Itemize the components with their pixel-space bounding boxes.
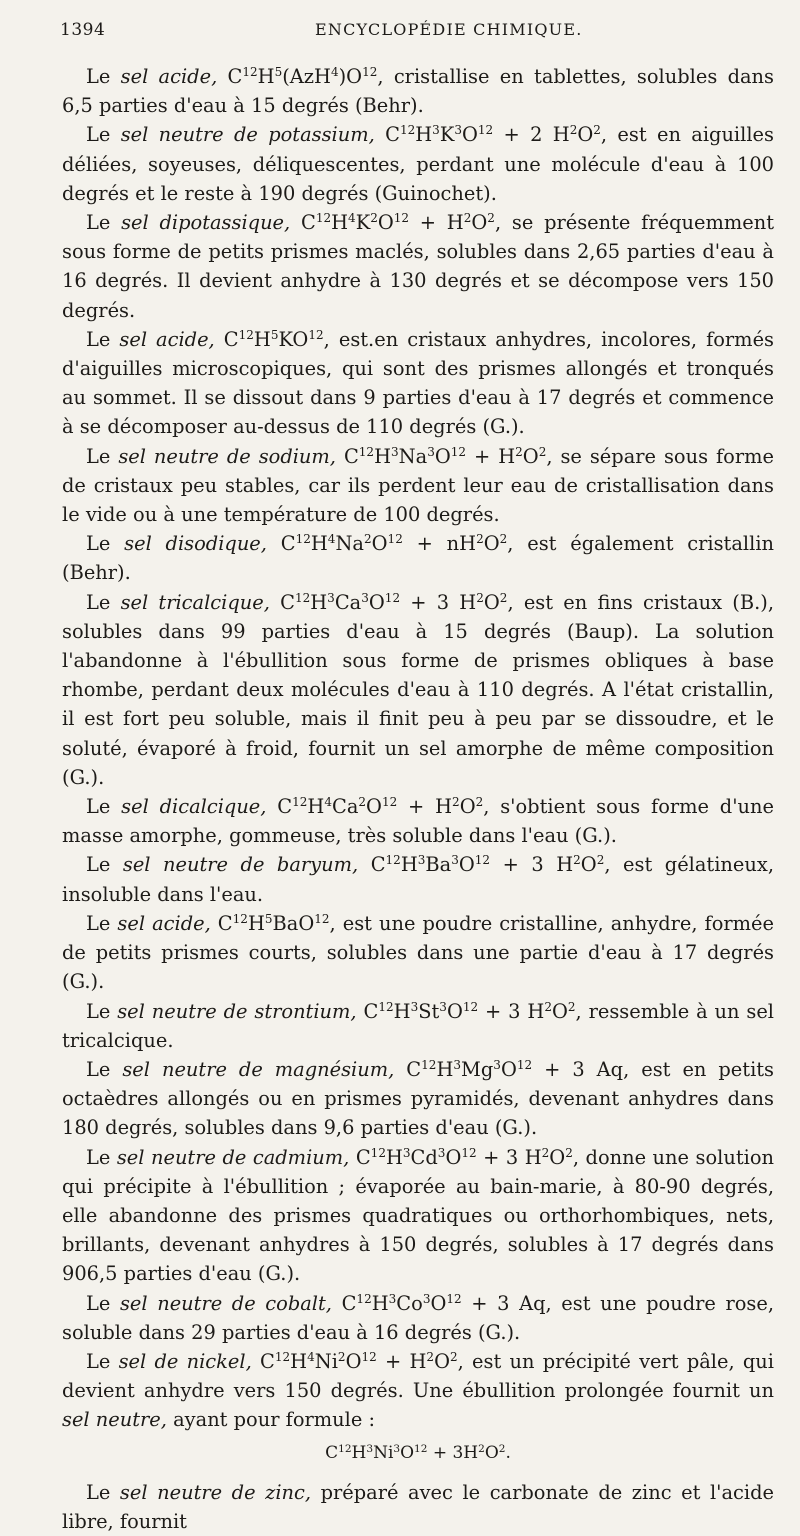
paragraph-text: s'obtient sous forme d'une masse amorphe, gommeuse, très soluble dans l'eau (G.). <box>62 795 775 848</box>
paragraph-text: préparé avec le carbonate de zinc et l'acide libre, fournit <box>62 1480 774 1533</box>
document-body <box>62 62 774 1536</box>
paragraph-text: est en fins cristaux (B.), solubles dans 99 parties d'eau à 15 degrés (Baup). La solution l'abandonne à l'ébullition sous forme de prismes obliques à base rhombe, perdant deux molécules d'eau à 110 degrés. A l'état cristallin, il est fort peu soluble, mais il finit peu à peu par se dissoudre, et le soluté, évaporé à froid, fournit un sel amorphe de même composition (G.). <box>62 590 774 789</box>
formula-line: $C^{12}H^3Ni^3O^{12} + 3H^2O^2$. <box>325 1442 511 1463</box>
salt-name: sel acide, <box>117 911 211 935</box>
salt-name: sel neutre de sodium, <box>118 444 336 468</box>
paragraph: Le sel neutre de strontium, $C^{12}H^3St^3O^{12} + 3$ $H^2O^2$, ressemble à un sel tricalcique. <box>62 999 774 1052</box>
salt-name: sel neutre de potassium, <box>120 123 375 147</box>
salt-name: sel neutre de magnésium, <box>122 1057 395 1081</box>
page-header <box>60 20 760 50</box>
chemical-formula: $C^{12}H^4K^2O^{12} + H^2O^2$, <box>290 211 502 235</box>
chemical-formula: $C^{12}H^3Na^3O^{12} + H^2O^2$, <box>335 444 553 468</box>
salt-name: sel neutre de baryum, <box>122 853 359 877</box>
salt-name: sel acide, <box>119 327 215 351</box>
paragraph: Le sel neutre de sodium, $C^{12}H^3Na^3O^{12} + H^2O^2$, se sépare sous forme de cristaux peu stables, car ils perdent leur eau de cristallisation dans le vide ou à une température de 100 degrés. <box>62 444 774 527</box>
paragraph: Le sel acide, $C^{12}H^5KO^{12}$, est.en cristaux anhydres, incolores, formés d'aiguilles microscopiques, qui sont des prismes allongés et tronqués au sommet. Il se dissout dans 9 parties d'eau à 17 degrés et commence à se décomposer au-dessus de 110 degrés (G.). <box>62 327 774 439</box>
chemical-formula: $C^{12}H^5BaO^{12}$, <box>210 911 336 935</box>
page-number: 1394 <box>60 20 106 40</box>
running-title: ENCYCLOPÉDIE CHIMIQUE. <box>315 20 583 39</box>
paragraph-text: est.en cristaux anhydres, incolores, formés d'aiguilles microscopiques, qui sont des prismes allongés et tronqués au sommet. Il se dissout dans 9 parties d'eau à 17 degrés et commence à se décomposer au-dessus de 110 degrés (G.). <box>62 327 774 439</box>
salt-name: sel dicalcique, <box>121 795 267 819</box>
paragraph-text: se présente fréquemment sous forme de petits prismes maclés, solubles dans 2,65 parties d'eau à 16 degrés. Il devient anhydre à 130 degrés et se décompose vers 150 degrés. <box>62 211 774 322</box>
chemical-formula: $C^{12}H^4Ni^2O^{12} + H^2O^2$, <box>251 1349 464 1373</box>
paragraph: Le sel de nickel, $C^{12}H^4Ni^2O^{12} + H^2O^2$, est un précipité vert pâle, qui devient anhydre vers 150 degrés. Une ébullition prolongée fournit un sel neutre, ayant pour formule : <box>62 1349 774 1432</box>
salt-name: sel neutre de cobalt, <box>119 1291 332 1315</box>
chemical-formula: $C^{12}H^3Ca^3O^{12} + 3$ $H^2O^2$, <box>269 590 514 614</box>
paragraph: Le sel acide, $C^{12}H^5BaO^{12}$, est une poudre cristalline, anhydre, formée de petits prismes courts, solubles dans une partie d'eau à 17 degrés (G.). <box>62 911 775 994</box>
chemical-formula: $C^{12}H^5KO^{12}$, <box>214 327 330 351</box>
salt-name: sel neutre de zinc, <box>119 1480 312 1504</box>
paragraph: Le sel tricalcique, $C^{12}H^3Ca^3O^{12} + 3$ $H^2O^2$, est en fins cristaux (B.), solubles dans 99 parties d'eau à 15 degrés (Baup). La solution l'abandonne à l'ébullition sous forme de prismes obliques à base rhombe, perdant deux molécules d'eau à 110 degrés. A l'état cristallin, il est fort peu soluble, mais il finit peu à peu par se dissoudre, et le soluté, évaporé à froid, fournit un sel amorphe de même composition (G.). <box>62 590 774 789</box>
chemical-formula: $C^{12}H^4Ca^2O^{12} + H^2O^2$, <box>266 795 490 819</box>
paragraph-text: ayant pour formule : <box>166 1408 376 1432</box>
salt-name: sel neutre de cadmium, <box>116 1145 350 1169</box>
salt-name: sel acide, <box>120 65 218 88</box>
paragraph-text: est un précipité vert pâle, qui devient anhydre vers 150 degrés. Une ébullition prolongée fournit un <box>62 1349 774 1403</box>
paragraph-text: est gélatineux, insoluble dans l'eau. <box>62 853 774 906</box>
paragraph: Le sel neutre de potassium, $C^{12}H^3K^3O^{12} + 2$ $H^2O^2$, est en aiguilles déliées, soyeuses, déliquescentes, perdant une molécule d'eau à 100 degrés et le reste à 190 degrés (Guinochet). <box>62 123 774 205</box>
chemical-formula: $C^{12}H^3Cd^3O^{12} + 3$ $H^2O^2$, <box>349 1145 580 1169</box>
paragraph-text: est une poudre rose, soluble dans 29 parties d'eau à 16 degrés (G.). <box>62 1291 775 1344</box>
salt-name: sel neutre, <box>62 1408 167 1432</box>
salt-name: sel de nickel, <box>118 1349 252 1373</box>
paragraph-text: ressemble à un sel tricalcique. <box>62 999 774 1052</box>
paragraph: Le sel neutre de baryum, $C^{12}H^3Ba^3O^{12} + 3$ $H^2O^2$, est gélatineux, insoluble dans l'eau. <box>62 853 774 906</box>
paragraph: Le sel dicalcique, $C^{12}H^4Ca^2O^{12} + H^2O^2$, s'obtient sous forme d'une masse amorphe, gommeuse, très soluble dans l'eau (G.). <box>62 795 775 848</box>
chemical-formula: $C^{12}H^3K^3O^{12} + 2$ $H^2O^2$, <box>374 123 608 147</box>
paragraph-text: est en aiguilles déliées, soyeuses, déliquescentes, perdant une molécule d'eau à 100 degrés et le reste à 190 degrés (Guinochet). <box>62 123 774 205</box>
paragraph: Le sel acide, $C^{12}H^5(AzH^4)O^{12}$, cristallise en tablettes, solubles dans 6,5 parties d'eau à 15 degrés (Behr). <box>62 65 774 118</box>
paragraph-text: est en petits octaèdres allongés ou en prismes pyramidés, devenant anhydres dans 180 degrés, solubles dans 9,6 parties d'eau (G.). <box>62 1057 775 1140</box>
paragraph: Le sel neutre de zinc, préparé avec le carbonate de zinc et l'acide libre, fournit <box>62 1480 774 1533</box>
paragraph-text: donne une solution qui précipite à l'ébullition ; évaporée au bain-marie, à 80-90 degrés, elle abandonne des prismes quadratiques ou orthorhombiques, nets, brillants, devenant anhydres à 150 degrés, solubles à 17 degrés dans 906,5 parties d'eau (G.). <box>62 1145 774 1286</box>
paragraph-text: cristallise en tablettes, solubles dans 6,5 parties d'eau à 15 degrés (Behr). <box>62 65 774 118</box>
paragraph-text: se sépare sous forme de cristaux peu stables, car ils perdent leur eau de cristallisation dans le vide ou à une température de 100 degrés. <box>62 444 774 527</box>
paragraph: Le sel neutre de magnésium, $C^{12}H^3Mg^3O^{12} + 3$ Aq, est en petits octaèdres allongés ou en prismes pyramidés, devenant anhydres dans 180 degrés, solubles dans 9,6 parties d'eau (G.). <box>62 1057 775 1140</box>
chemical-formula: $C^{12}H^3St^3O^{12} + 3$ $H^2O^2$, <box>356 999 582 1023</box>
paragraph: Le sel neutre de cadmium, $C^{12}H^3Cd^3O^{12} + 3$ $H^2O^2$, donne une solution qui précipite à l'ébullition ; évaporée au bain-marie, à 80-90 degrés, elle abandonne des prismes quadratiques ou orthorhombiques, nets, brillants, devenant anhydres à 150 degrés, solubles à 17 degrés dans 906,5 parties d'eau (G.). <box>62 1145 774 1286</box>
chemical-formula: $C^{12}H^4Na^2O^{12} + nH^2O^2$, <box>266 532 514 556</box>
paragraph: Le sel dipotassique, $C^{12}H^4K^2O^{12} + H^2O^2$, se présente fréquemment sous forme de petits prismes maclés, solubles dans 2,65 parties d'eau à 16 degrés. Il devient anhydre à 130 degrés et se décompose vers 150 degrés. <box>62 211 774 322</box>
paragraph: Le sel neutre de cobalt, $C^{12}H^3Co^3O^{12} + 3$ Aq, est une poudre rose, soluble dans 29 parties d'eau à 16 degrés (G.). <box>62 1291 775 1344</box>
chemical-formula: $C^{12}H^5(AzH^4)O^{12}$, <box>217 65 384 88</box>
salt-name: sel disodique, <box>124 532 267 556</box>
salt-name: sel neutre de strontium, <box>117 999 357 1023</box>
chemical-formula: $C^{12}H^3Mg^3O^{12} + 3$ Aq, <box>394 1057 630 1081</box>
chemical-formula: $C^{12}H^3Co^3O^{12} + 3$ Aq, <box>331 1291 552 1315</box>
salt-name: sel dipotassique, <box>121 211 291 235</box>
chemical-formula: $C^{12}H^3Ba^3O^{12} + 3$ $H^2O^2$, <box>358 853 611 877</box>
paragraph-text: est également cristallin (Behr). <box>62 532 775 585</box>
paragraph-text: est une poudre cristalline, anhydre, formée de petits prismes courts, solubles dans une partie d'eau à 17 degrés (G.). <box>62 911 775 994</box>
salt-name: sel tricalcique, <box>120 590 270 614</box>
paragraph: Le sel disodique, $C^{12}H^4Na^2O^{12} + nH^2O^2$, est également cristallin (Behr). <box>62 532 775 585</box>
